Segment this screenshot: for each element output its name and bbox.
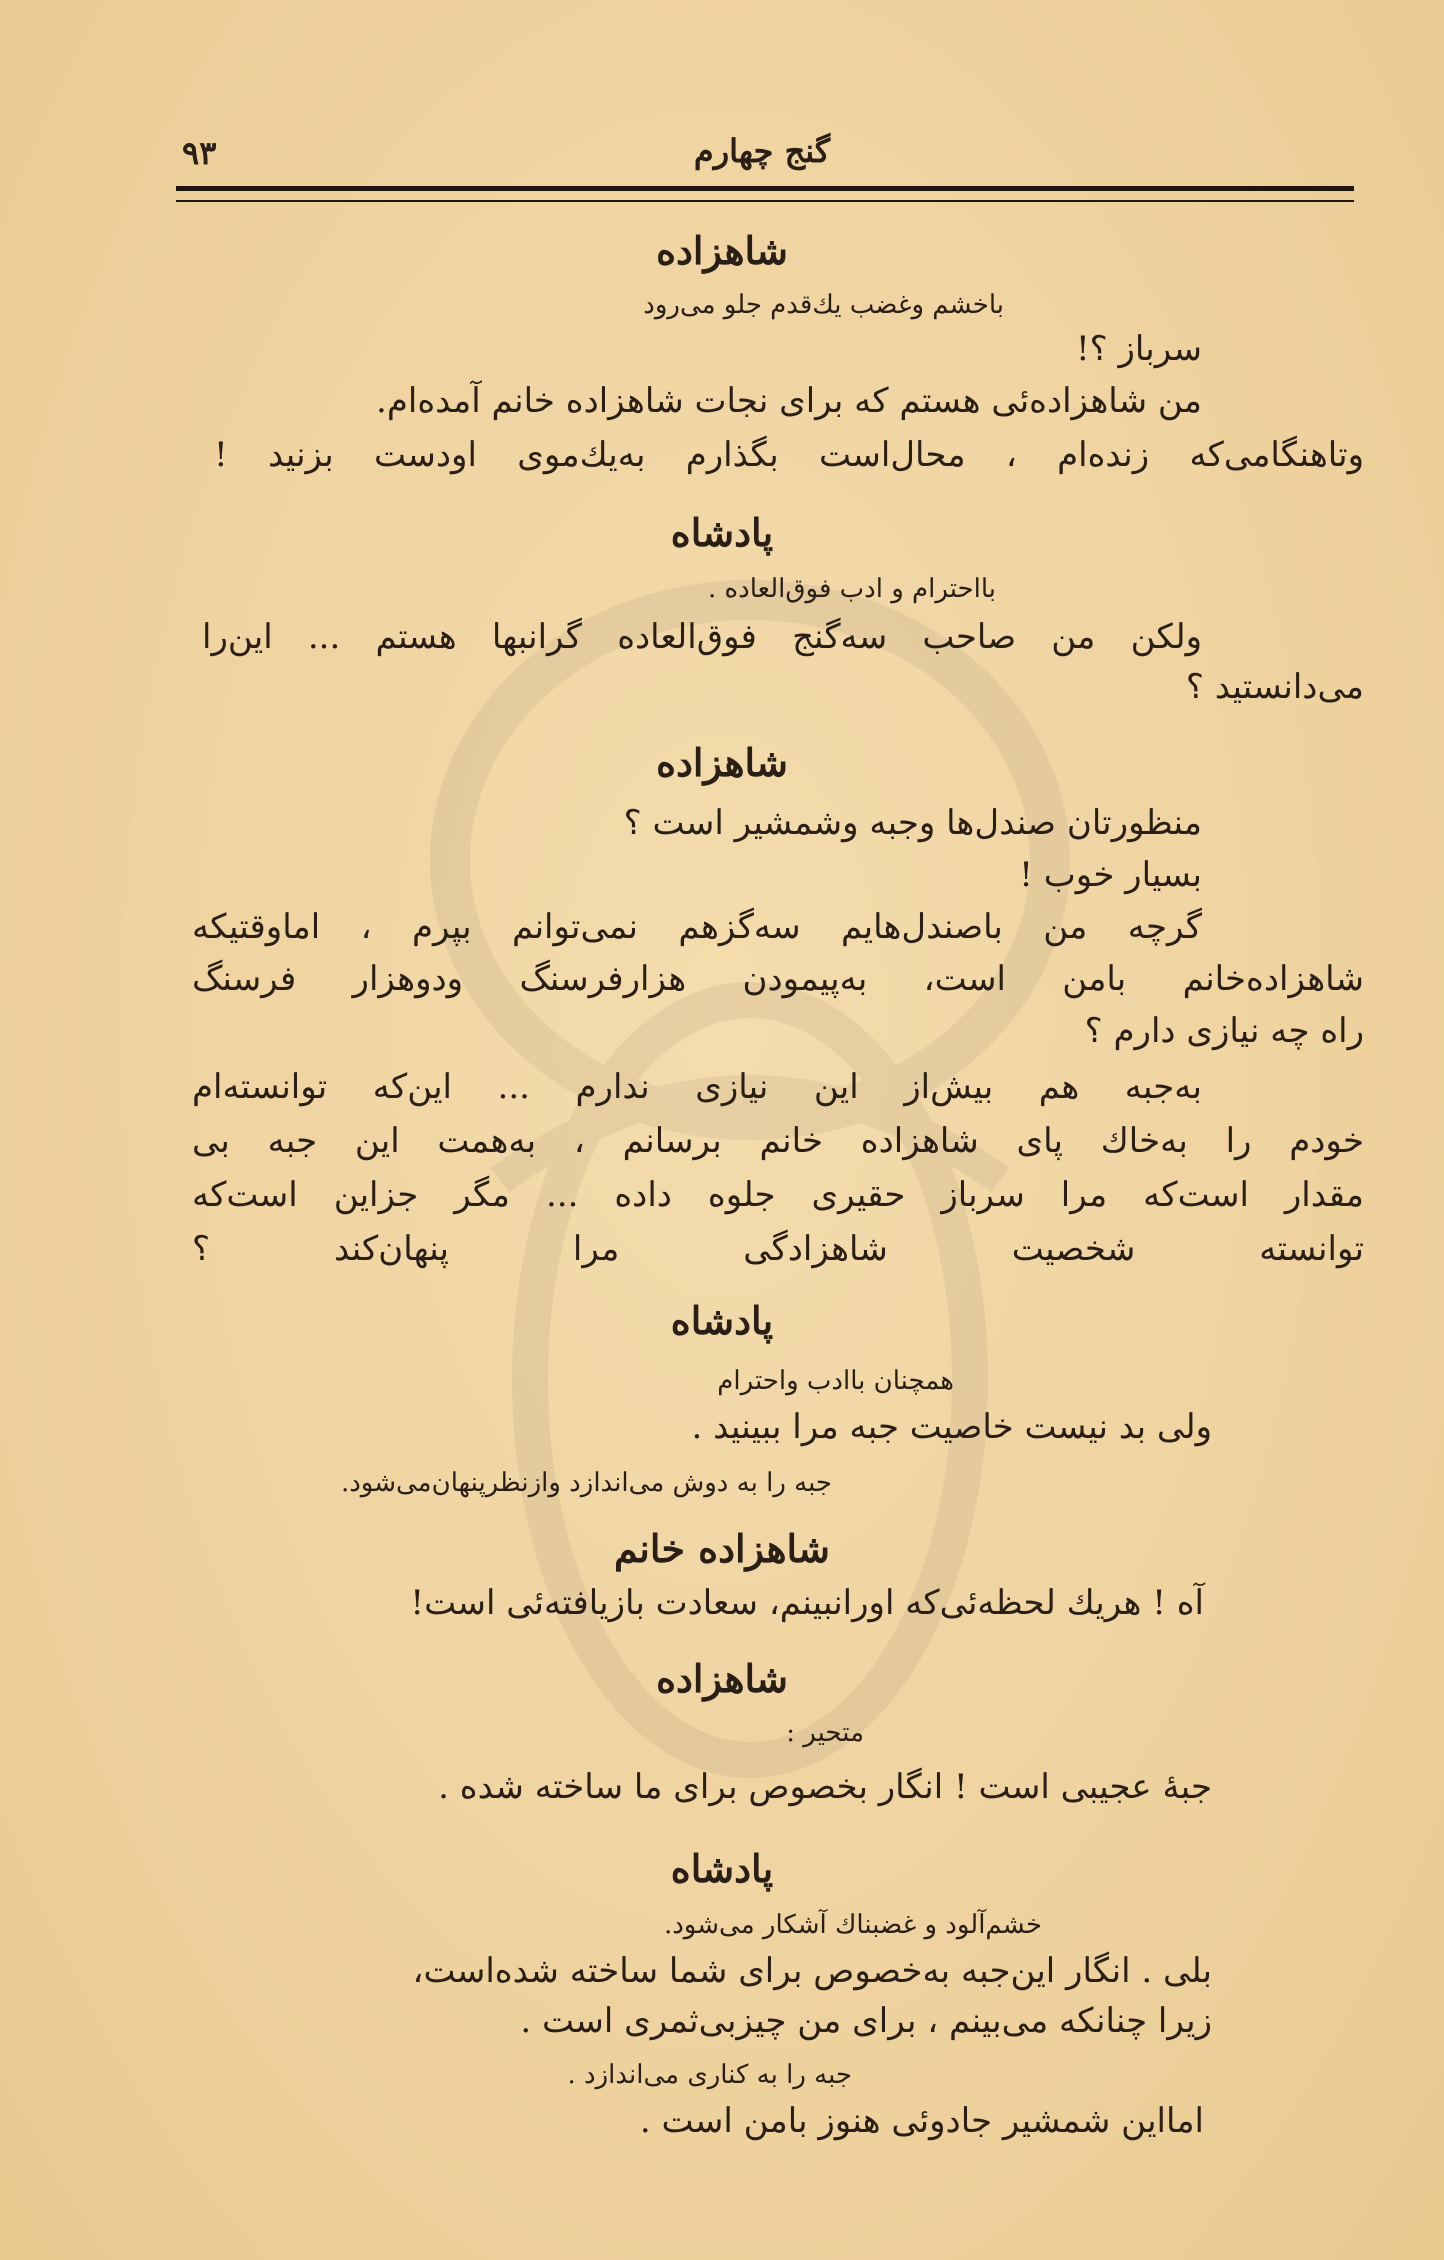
stage-direction: باخشم وغضب یك‌قدم جلو می‌رود	[643, 290, 1004, 320]
speaker-name: پادشاه	[670, 510, 774, 555]
dialogue-line: مقدار است‌که مرا سرباز حقیری جلوه داده ... مگر جزاین است‌که	[192, 1175, 1364, 1215]
dialogue-line: بسیار خوب !	[1019, 855, 1202, 895]
speaker-name: شاهزاده	[656, 740, 788, 785]
dialogue-line: زیرا چنانکه می‌بینم ، برای من چیزبی‌ثمری است .	[520, 2001, 1212, 2041]
dialogue-line: می‌دانستید ؟	[1185, 667, 1364, 707]
dialogue-line: بلی . انگار این‌جبه به‌خصوص برای شما ساخته شده‌است،	[412, 1951, 1212, 1991]
speaker-name: پادشاه	[670, 1846, 774, 1891]
dialogue-line: خودم را به‌خاك پای شاهزاده خانم برسانم ، به‌همت این جبه بی	[192, 1121, 1364, 1161]
dialogue-line: ولکن من صاحب سه‌گنج فوق‌العاده گرانبها هستم ... این‌را	[202, 617, 1202, 657]
stage-direction: بااحترام و ادب فوق‌العاده .	[708, 574, 996, 604]
speaker-name: شاهزاده	[656, 228, 788, 273]
stage-direction: همچنان باادب واحترام	[717, 1366, 954, 1396]
dialogue-line: امااین شمشیر جادوئی هنوز بامن است .	[639, 2101, 1204, 2141]
running-title: گنج چهارم	[693, 132, 831, 170]
running-header	[172, 128, 1352, 178]
dialogue-line: سرباز ؟!	[1075, 329, 1202, 369]
dialogue-line: راه چه نیازی دارم ؟	[1084, 1011, 1364, 1051]
header-rule-thin	[176, 200, 1354, 202]
dialogue-line: ولی بد نیست خاصیت جبه مرا ببینید .	[691, 1407, 1212, 1447]
page-number: ۹۳	[182, 134, 217, 172]
speaker-name: پادشاه	[670, 1298, 774, 1343]
stage-direction: خشم‌آلود و غضبناك آشکار می‌شود.	[663, 1910, 1042, 1940]
dialogue-line: گرچه من باصندل‌هایم سه‌گزهم نمی‌توانم بپرم ، اماوقتیکه	[192, 907, 1202, 947]
stage-direction: جبه را به دوش می‌اندازد وازنظرپنهان‌می‌شود.	[340, 1468, 832, 1498]
dialogue-line: به‌جبه هم بیش‌از این نیازی ندارم ... این‌که توانسته‌ام	[192, 1067, 1202, 1107]
header-rule-thick	[176, 186, 1354, 191]
dialogue-line: جبهٔ عجیبی است ! انگار بخصوص برای ما ساخته شده .	[438, 1767, 1212, 1807]
dialogue-line: توانسته شخصیت شاهزادگی مرا پنهان‌کند ؟	[192, 1229, 1364, 1269]
dialogue-line: منظورتان صندل‌ها وجبه وشمشیر است ؟	[623, 803, 1202, 843]
stage-direction: متحیر :	[786, 1718, 864, 1748]
dialogue-line: آه ! هریك لحظه‌ئی‌که اورانبینم، سعادت بازیافته‌ئی است!	[410, 1583, 1204, 1623]
speaker-name: شاهزاده	[656, 1656, 788, 1701]
dialogue-line: وتاهنگامی‌که زنده‌ام ، محال‌است بگذارم به‌یك‌موی اودست بزنید !	[214, 435, 1364, 475]
dialogue-line: من شاهزاده‌ئی هستم که برای نجات شاهزاده خانم آمده‌ام.	[376, 381, 1202, 421]
dialogue-line: شاهزاده‌خانم بامن است، به‌پیمودن هزارفرسنگ ودوهزار فرسنگ	[192, 959, 1364, 999]
speaker-name: شاهزاده خانم	[614, 1526, 830, 1571]
stage-direction: جبه را به کناری می‌اندازد .	[567, 2060, 852, 2090]
